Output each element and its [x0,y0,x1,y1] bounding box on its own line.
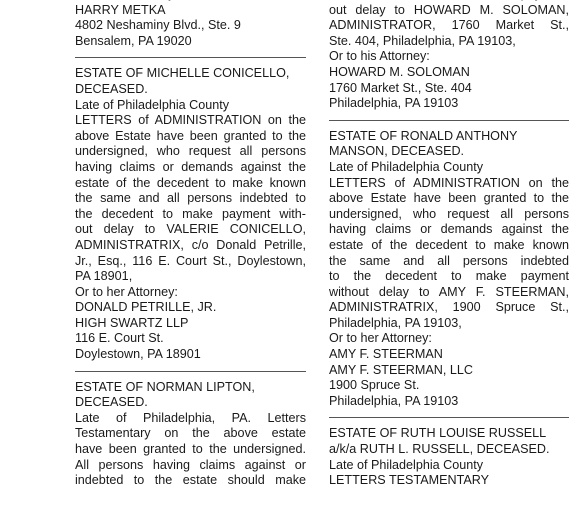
notice-heading: a/k/a RUTH L. RUSSELL, DECEASED. [329,442,550,457]
notice-heading: ESTATE OF RUTH LOUISE RUSSELL [329,426,547,441]
text-line: HIGH SWARTZ LLP [75,315,189,330]
text-line: Late of Philadelphia County [329,159,484,174]
notice-ruth-louise-russell [329,426,569,488]
text-line: LETTERS of ADMINISTRATION on the [75,113,306,128]
text-line: Or to her Attorney: [329,331,432,346]
notice-norman-lipton [75,380,306,489]
text-line: out delay to VALERIE CONICELLO, [75,222,306,237]
text-line: to the decedent to make payment [329,269,569,284]
text-line: DONALD PETRILLE, JR. [75,300,217,315]
text-line: undersigned, who request all persons [329,206,569,221]
text-line: AMY F. STEERMAN, LLC [329,362,473,377]
text-line: Or to his Attorney: [329,49,430,64]
text-line: 116 E. Court St. [75,331,164,346]
text-line: Late of Philadelphia, PA. Letters [75,410,306,425]
column-right [329,0,569,489]
text-line: the same and all persons indebted [329,253,569,268]
notice-michelle-conicello [75,66,306,362]
column-left [75,0,306,489]
text-line: the decedent to make payment with- [75,206,306,221]
text-line: ADMINISTRATRIX, 1900 Spruce St., [329,300,569,315]
notice-heading: DECEASED. [75,81,148,96]
notice-ronald-anthony-manson [329,129,569,410]
text-line: having claims or demands against the [75,159,306,174]
notice-howard-soloman-tail [329,0,569,112]
text-line: LETTERS of ADMINISTRATION on the [329,175,569,190]
text-line: Jr., Esq., 116 E. Court St., Doylestown, [75,253,306,268]
text-line: without delay to AMY F. STEERMAN, [329,284,569,299]
notice-heading: ESTATE OF NORMAN LIPTON, [75,379,255,394]
divider [75,57,306,58]
text-line: AMY F. STEERMAN [329,347,443,362]
text-line: Or to her Attorney: [75,284,178,299]
text-line: estate of the decedent to make known [329,237,569,252]
divider [75,371,306,372]
text-line: Ste. 404, Philadelphia, PA 19103, [329,33,516,48]
text-line: LETTERS TESTAMENTARY [329,473,490,488]
text-line: Late of Philadelphia County [75,97,230,112]
text-line: indebted to the estate should make [75,473,306,488]
text-line: 1760 Market St., Ste. 404 [329,80,472,95]
text-line: out delay to HOWARD M. SOLOMAN, [329,2,569,17]
text-line: above Estate have been granted to the [329,191,569,206]
text-line: ADMINISTRATOR, 1760 Market St., [329,18,569,33]
text-line: ADMINISTRATRIX, c/o Donald Petrille, [75,237,306,252]
text-line: estate of the decedent to make known [75,175,306,190]
text-line: 4802 Neshaminy Blvd., Ste. 9 [75,18,241,33]
text-line: undersigned, who request all persons [75,144,306,159]
text-line: having claims or demands against the [329,222,569,237]
text-line: PA 18901, [75,269,133,284]
notice-heading: MANSON, DECEASED. [329,144,465,159]
text-line: Philadelphia, PA 19103 [329,96,459,111]
text-line: Doylestown, PA 18901 [75,347,201,362]
text-line: All persons having claims against or [75,457,306,472]
notice-heading: ESTATE OF MICHELLE CONICELLO, [75,66,290,81]
divider [329,417,569,418]
text-line: the same and all persons indebted to [75,191,306,206]
text-line: above Estate have been granted to the [75,128,306,143]
text-line: have been granted to the undersigned. [75,442,306,457]
text-line: HARRY METKA [75,2,166,17]
divider [329,120,569,121]
text-line: 1900 Spruce St. [329,378,420,393]
notice-heading: DECEASED. [75,395,148,410]
text-line: Philadelphia, PA 19103 [329,393,459,408]
text-line: HOWARD M. SOLOMAN [329,64,470,79]
text-line: Bensalem, PA 19020 [75,33,192,48]
notice-harry-metka-tail [75,0,306,49]
text-line: Late of Philadelphia County [329,457,484,472]
text-line: Philadelphia, PA 19103, [329,315,462,330]
notice-heading: ESTATE OF RONALD ANTHONY [329,128,518,143]
text-line: Testamentary on the above estate [75,426,306,441]
